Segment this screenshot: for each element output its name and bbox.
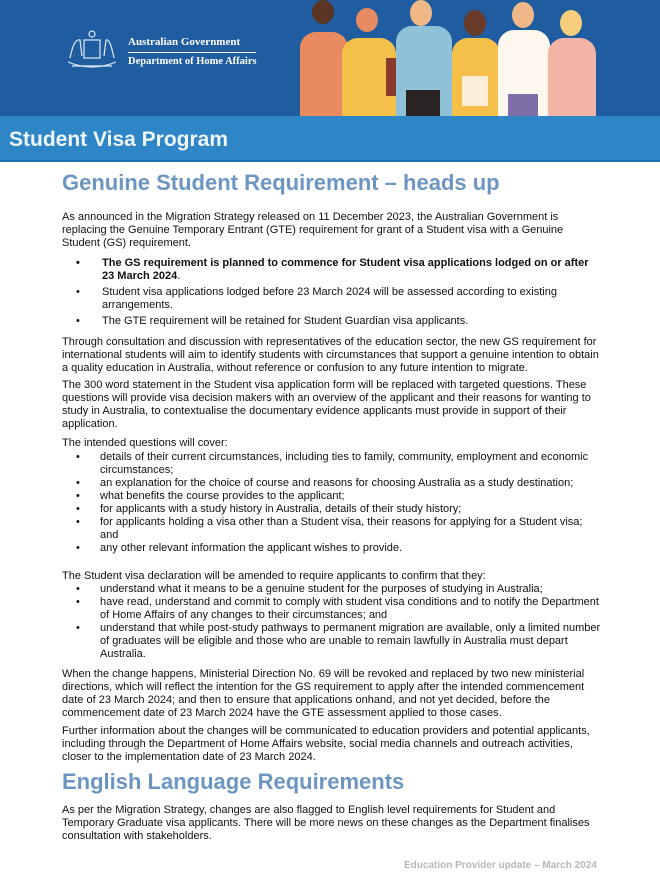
declaration-intro: The Student visa declaration will be amended to require applicants to confirm that they: (62, 570, 486, 582)
section-heading-genuine-student: Genuine Student Requirement – heads up (62, 170, 500, 195)
coat-of-arms-icon (62, 28, 122, 70)
ministerial-direction-paragraph: When the change happens, Ministerial Direction No. 69 will be revoked and replaced by two new ministerial directions, which will reflect the intention for the GS requirement to apply after the intended commencement date of 23 March 2024; and then to ensure that applications onhand, and not yet decided, before the commencement date of 23 March 2024 have the GTE assessment applied to those cases. (62, 668, 585, 719)
list-item: • any other relevant information the applicant wishes to provide. (62, 542, 602, 555)
questions-list (62, 451, 602, 555)
section-heading-english: English Language Requirements (62, 769, 405, 794)
org-line-2: Department of Home Affairs (128, 56, 257, 67)
list-item: • The GS requirement is planned to commence for Student visa applications lodged on or after 23 March 2024. (62, 257, 602, 283)
list-item: • an explanation for the choice of course and reasons for choosing Australia as a study destination; (62, 477, 602, 490)
list-item: • have read, understand and commit to comply with student visa conditions and to notify the Department of Home Affairs of any changes to their circumstances; and (62, 596, 602, 622)
list-item: • understand that while post-study pathways to permanent migration are available, only a limited number of graduates will be eligible and those who are unable to remain lawfully in Australia must depart Australia. (62, 622, 602, 661)
list-item: • The GTE requirement will be retained for Student Guardian visa applicants. (62, 315, 602, 328)
statement-paragraph: The 300 word statement in the Student visa application form will be replaced with targeted questions. These questions will provide visa decision makers with an overview of the applicant and their reasons for wanting to study in Australia, to contextualise the documentary evidence applicants must provide in support of their application. (62, 379, 591, 430)
program-band (0, 116, 660, 162)
english-paragraph: As per the Migration Strategy, changes are also flagged to English level requirements for Student and Temporary Graduate visa applicants. There will be more news on these changes as the Department finalises consultation with stakeholders. (62, 804, 590, 842)
list-item: • Student visa applications lodged before 23 March 2024 will be assessed according to existing arrangements. (62, 286, 602, 312)
students-illustration (290, 0, 610, 116)
consultation-paragraph: Through consultation and discussion with representatives of the education sector, the new GS requirement for international students will aim to identify students with circumstances that support a genuine intention to obtain a quality education in Australia, without reference or confusion to any future intention to migrate. (62, 336, 599, 374)
further-info-paragraph: Further information about the changes will be communicated to education providers and potential applicants, including through the Department of Home Affairs website, social media channels and outreach activities, closer to the implementation date of 23 March 2024. (62, 725, 590, 763)
government-logo-text (128, 36, 257, 67)
list-item: • details of their current circumstances, including ties to family, community, employment and economic circumstances; (62, 451, 602, 477)
list-item: • for applicants with a study history in Australia, details of their study history; (62, 503, 602, 516)
questions-intro: The intended questions will cover: (62, 437, 228, 449)
key-points-list (62, 257, 602, 328)
intro-paragraph: As announced in the Migration Strategy released on 11 December 2023, the Australian Government is replacing the Genuine Temporary Entrant (GTE) requirement for grant of a Student visa with a Genuine Student (GS) requirement. (62, 211, 564, 249)
list-item: • what benefits the course provides to the applicant; (62, 490, 602, 503)
footer-text: Education Provider update – March 2024 (404, 860, 597, 871)
org-line-1: Australian Government (128, 36, 256, 53)
band-title: Student Visa Program (9, 128, 229, 151)
list-item: • understand what it means to be a genuine student for the purposes of studying in Australia; (62, 583, 602, 596)
declaration-list (62, 583, 602, 661)
header-banner (0, 0, 660, 116)
list-item: • for applicants holding a visa other than a Student visa, their reasons for applying for a Student visa; and (62, 516, 602, 542)
